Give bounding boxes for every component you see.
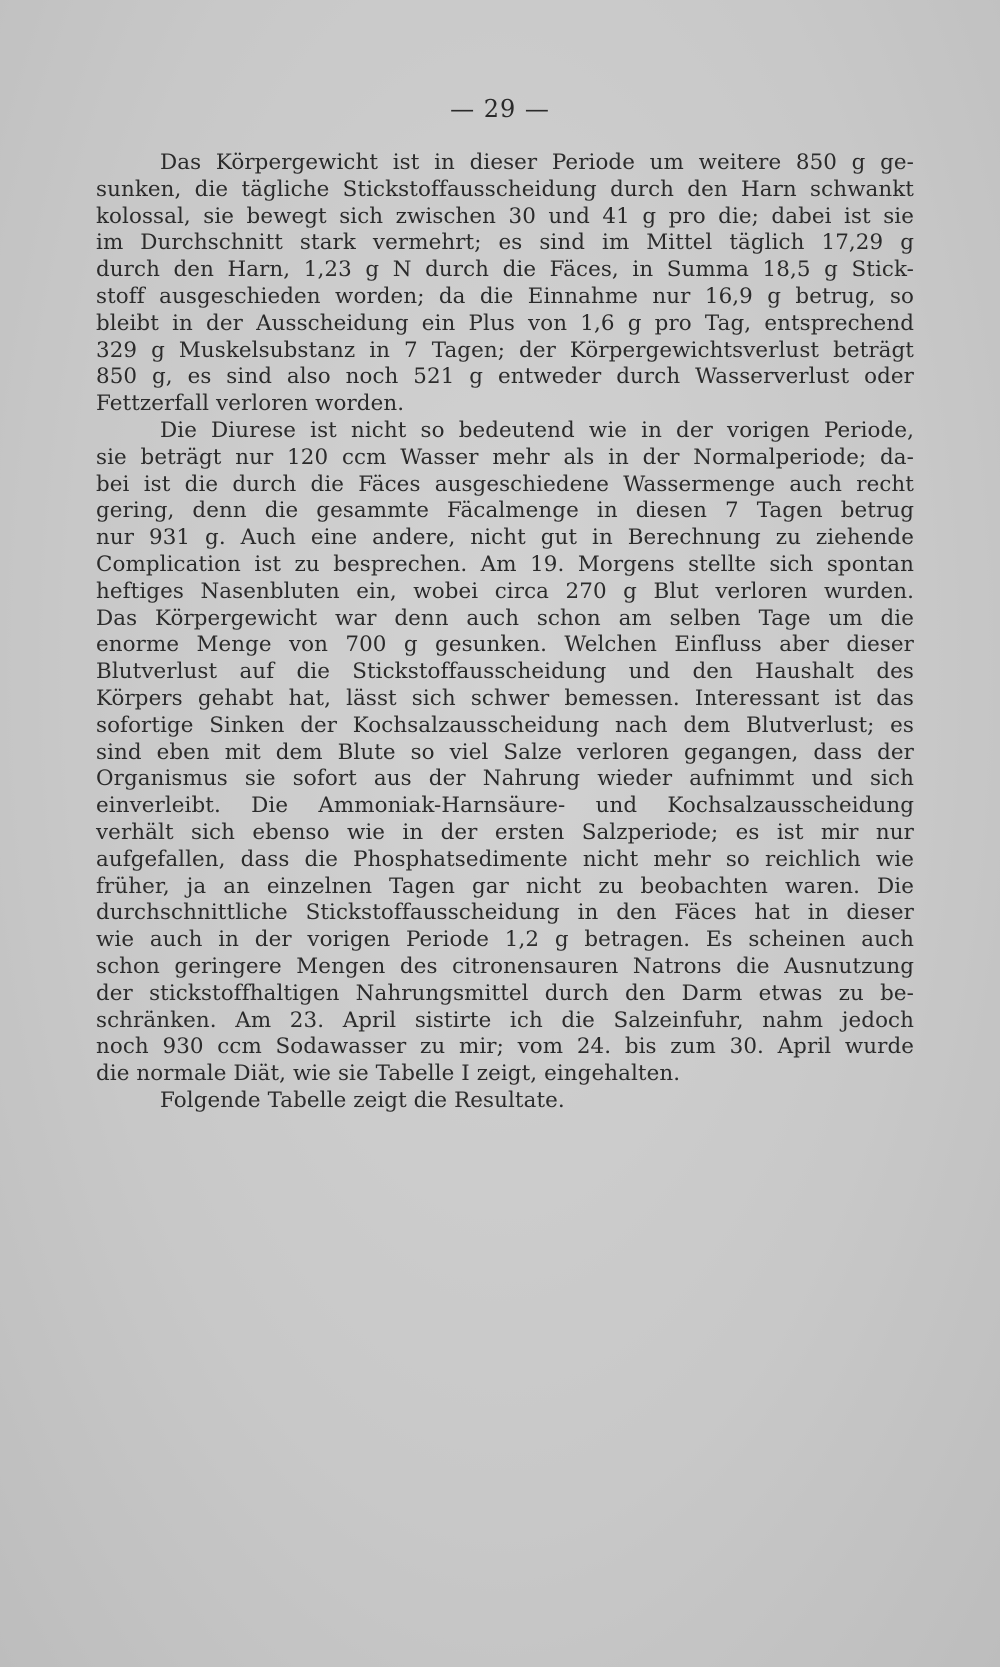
paragraph: [96, 418, 914, 1088]
text-line: sunken, die tägliche Stickstoffausscheidung durch den Harn schwankt: [96, 176, 914, 202]
text-line: Complication ist zu besprechen. Am 19. Morgens stellte sich spontan: [96, 551, 914, 577]
paragraph: [96, 150, 914, 418]
paragraph: [96, 1088, 914, 1115]
text-line: Das Körpergewicht ist in dieser Periode um weitere 850 g ge-: [160, 150, 914, 175]
text-line: Blutverlust auf die Stickstoffausscheidung und den Haushalt des: [96, 659, 914, 685]
text-line: aufgefallen, dass die Phosphatsedimente nicht mehr so reichlich wie: [96, 846, 914, 872]
text-line: stoff ausgeschieden worden; da die Einnahme nur 16,9 g betrug, so: [96, 283, 914, 309]
text-line: noch 930 ccm Sodawasser zu mir; vom 24. bis zum 30. April wurde: [96, 1034, 914, 1060]
text-line: Das Körpergewicht war denn auch schon am selben Tage um die: [96, 605, 914, 631]
text-line: bei ist die durch die Fäces ausgeschiedene Wassermenge auch recht: [96, 471, 914, 497]
text-line: sie beträgt nur 120 ccm Wasser mehr als in der Normalperiode; da-: [96, 444, 914, 470]
page-number: — 29 —: [450, 95, 550, 123]
text-line: Fettzerfall verloren worden.: [96, 391, 405, 417]
body-text: [96, 150, 914, 1115]
text-line: durch den Harn, 1,23 g N durch die Fäces, in Summa 18,5 g Stick-: [96, 257, 914, 283]
text-line: Die Diurese ist nicht so bedeutend wie in der vorigen Periode,: [160, 417, 914, 443]
text-line: Folgende Tabelle zeigt die Resultate.: [160, 1087, 565, 1113]
text-line: wie auch in der vorigen Periode 1,2 g betragen. Es scheinen auch: [96, 927, 914, 953]
text-line: enorme Menge von 700 g gesunken. Welchen Einfluss aber dieser: [96, 632, 914, 658]
text-line: einverleibt. Die Ammoniak-Harnsäure- und Kochsalzausscheidung: [96, 793, 914, 819]
text-line: schon geringere Mengen des citronensauren Natrons die Ausnutzung: [96, 953, 914, 979]
text-line: früher, ja an einzelnen Tagen gar nicht zu beobachten waren. Die: [96, 873, 914, 899]
text-line: der stickstoffhaltigen Nahrungsmittel durch den Darm etwas zu be-: [96, 980, 914, 1006]
text-line: kolossal, sie bewegt sich zwischen 30 und 41 g pro die; dabei ist sie: [96, 203, 914, 229]
text-line: verhält sich ebenso wie in der ersten Salzperiode; es ist mir nur: [96, 819, 914, 845]
text-line: schränken. Am 23. April sistirte ich die Salzeinfuhr, nahm jedoch: [96, 1007, 914, 1033]
text-line: gering, denn die gesammte Fäcalmenge in diesen 7 Tagen betrug: [96, 498, 914, 524]
text-line: im Durchschnitt stark vermehrt; es sind im Mittel täglich 17,29 g: [96, 230, 914, 256]
text-line: bleibt in der Ausscheidung ein Plus von 1,6 g pro Tag, entsprechend: [96, 310, 914, 336]
text-line: sofortige Sinken der Kochsalzausscheidung nach dem Blutverlust; es: [96, 712, 914, 738]
text-line: Körpers gehabt hat, lässt sich schwer bemessen. Interessant ist das: [96, 685, 914, 711]
text-line: Organismus sie sofort aus der Nahrung wieder aufnimmt und sich: [96, 766, 914, 792]
text-line: sind eben mit dem Blute so viel Salze verloren gegangen, dass der: [96, 739, 914, 765]
text-line: heftiges Nasenbluten ein, wobei circa 270 g Blut verloren wurden.: [96, 578, 914, 604]
text-line: nur 931 g. Auch eine andere, nicht gut in Berechnung zu ziehende: [96, 525, 914, 551]
text-line: 329 g Muskelsubstanz in 7 Tagen; der Körpergewichtsverlust beträgt: [96, 337, 914, 363]
text-line: durchschnittliche Stickstoffausscheidung in den Fäces hat in dieser: [96, 900, 914, 926]
text-line: die normale Diät, wie sie Tabelle I zeigt, eingehalten.: [96, 1061, 681, 1087]
text-line: 850 g, es sind also noch 521 g entweder durch Wasserverlust oder: [96, 364, 914, 390]
